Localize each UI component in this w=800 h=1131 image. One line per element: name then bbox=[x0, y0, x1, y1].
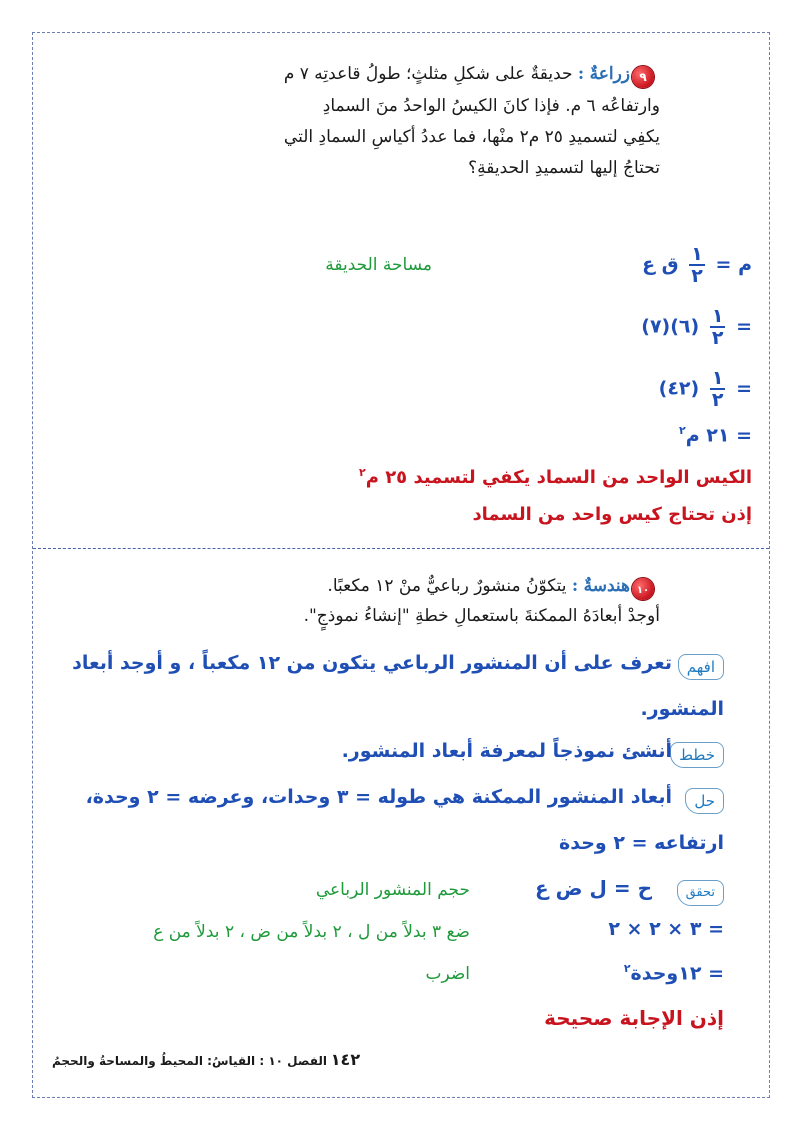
conclusion-line-1: الكيس الواحد من السماد يكفي لتسميد ٢٥ م$^٢$ bbox=[359, 466, 752, 488]
check-note-3: اضرب bbox=[425, 964, 470, 984]
problem-9-line-3: يكفِي لتسميدِ ٢٥ م٢ منْها، فما عددُ أكياسِ السمادِ التي bbox=[283, 127, 660, 147]
problem-9-badge: ٩ bbox=[632, 66, 654, 88]
check-line-3: = ١٢وحدة$^٢$ bbox=[623, 962, 724, 985]
problem-10-keyword: هندسةٌ bbox=[583, 576, 630, 596]
problem-10-badge: ١٠ bbox=[632, 578, 654, 600]
formula-step-2: = $\frac{١}{٢}$ (٦)(٧) bbox=[641, 305, 752, 349]
check-formula: ح = ل ض ع bbox=[535, 876, 652, 900]
formula-step-4: = ٢١ م$^٢$ bbox=[678, 424, 752, 447]
problem-9-line-4: تحتاجُ إليها لتسميدِ الحديقةِ؟ bbox=[468, 158, 660, 178]
step-solve-tag: حل bbox=[685, 788, 724, 814]
solve-text-2: ارتفاعه = ٢ وحدة bbox=[559, 832, 724, 854]
problem-10-line-2: أوجدْ أبعادَهُ الممكنةَ باستعمالِ خطةِ "إنشاءُ نموذجٍ". bbox=[303, 606, 660, 626]
solve-text-1: أبعاد المنشور الممكنة هي طوله = ٣ وحدات، وعرضه = ٢ وحدة، bbox=[85, 786, 672, 808]
problem-9-line-1: زراعةٌ : حديقةٌ على شكلِ مثلثٍ؛ طولُ قاعدتِه ٧ م bbox=[283, 64, 630, 84]
section-divider bbox=[33, 548, 769, 549]
check-note-1: حجم المنشور الرباعي bbox=[315, 880, 470, 900]
final-answer: إذن الإجابة صحيحة bbox=[544, 1006, 724, 1030]
note-garden-area: مساحة الحديقة bbox=[325, 255, 432, 275]
check-line-2: = ٣ × ٢ × ٢ bbox=[608, 918, 724, 940]
chapter-title: الفصل ١٠ : القياسُ: المحيطُ والمساحةُ والحجمُ bbox=[52, 1054, 327, 1068]
plan-text: أنشئ نموذجاً لمعرفة أبعاد المنشور. bbox=[341, 740, 672, 762]
step-plan-tag: خطط bbox=[670, 742, 724, 768]
check-note-2: ضع ٣ بدلاً من ل ، ٢ بدلاً من ض ، ٢ بدلاً من ع bbox=[153, 922, 470, 942]
conclusion-line-2: إذن تحتاج كيس واحد من السماد bbox=[472, 504, 752, 525]
page-number: ١٤٢ bbox=[330, 1050, 361, 1069]
understand-text-2: المنشور. bbox=[640, 698, 724, 720]
problem-10-line-1: هندسةٌ : يتكوّنُ منشورٌ رباعيٌّ منْ ١٢ مكعبًا. bbox=[327, 576, 630, 596]
understand-text-1: تعرف على أن المنشور الرباعي يتكون من ١٢ مكعباً ، و أوجد أبعاد bbox=[72, 652, 672, 674]
page-footer bbox=[52, 1050, 360, 1069]
formula-step-3: = $\frac{١}{٢}$ (٤٢) bbox=[658, 367, 752, 411]
step-check-tag: تحقق bbox=[677, 880, 724, 906]
step-understand-tag: افهم bbox=[678, 654, 724, 680]
formula-area: م = $\frac{١}{٢}$ ق ع bbox=[642, 243, 752, 287]
problem-9-keyword: زراعةٌ bbox=[589, 64, 630, 84]
problem-9-line-2: وارتفاعُه ٦ م. فإذا كانَ الكيسُ الواحدُ منَ السمادِ bbox=[322, 96, 660, 116]
